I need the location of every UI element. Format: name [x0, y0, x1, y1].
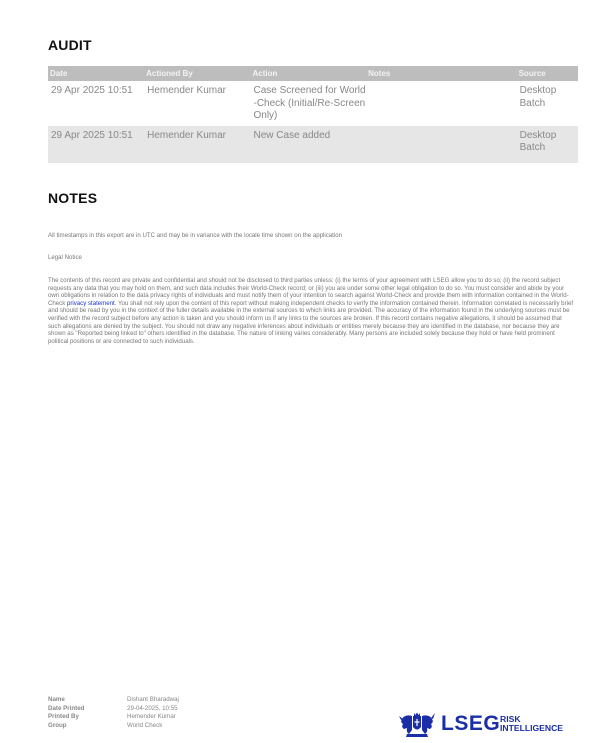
- cell-actioned-by: Hemender Kumar: [144, 126, 250, 163]
- cell-action: New Case added: [251, 126, 367, 163]
- cell-notes: [366, 126, 516, 163]
- logo-tagline-line2: INTELLIGENCE: [500, 723, 564, 733]
- notes-title: NOTES: [48, 190, 98, 206]
- column-header-notes: Notes: [366, 66, 516, 81]
- lseg-logo: [397, 710, 567, 738]
- audit-table: [48, 66, 578, 163]
- legal-text-part-1: The contents of this record are private and confidential and should not be disclosed to third parties unless: (i) the terms of your agreement with LSEG allow you to do so; (ii) the record subject requests any data that you may hold on them, and such data includes their World-Check record; or (iii) you are under some other legal obligation to do so. You must consider and abide by your own obligations in relation to the data privacy rights of individuals and must notify them of your intention to search against World-Check and provide them with information contained in the World-Check: [48, 277, 569, 307]
- label-group: Group: [48, 721, 67, 729]
- column-header-date: Date: [48, 66, 144, 81]
- value-printed-by: Hemender Kumar: [127, 713, 176, 721]
- cell-action: Case Screened for World-Check (Initial/Re-Screen Only): [251, 81, 367, 126]
- column-header-actioned-by: Actioned By: [144, 66, 250, 81]
- cell-actioned-by: Hemender Kumar: [144, 81, 250, 126]
- value-date-printed: 29-04-2025, 10:55: [127, 704, 178, 712]
- cell-date: 29 Apr 2025 10:51: [48, 81, 144, 126]
- column-header-action: Action: [251, 66, 367, 81]
- legal-notice-body: [48, 277, 576, 345]
- value-group: World Check: [127, 721, 163, 729]
- legal-text-part-2: . You shall not rely upon the content of this report without making independent checks to verify the information contained therein. Information correlated is necessarily brief and should be read by you in the context of the fuller details available in the external sources to which links are provided. The accuracy of the information found in the underlying sources must be verified with the record subject before any action is taken and you should inform us if any links to the sources are broken. If this record contains negative allegations, it should be assumed that such allegations are denied by the subject. You should not draw any negative inferences about individuals or entities merely because they are identified in the database, nor because they are shown as "Reported being linked to" others identified in the database. The nature of linking varies considerably. Many persons are included solely because they hold or have held prominent political positions or are connected to such individuals.: [48, 299, 574, 345]
- value-name: Dishant Bharadwaj: [127, 696, 179, 703]
- cell-source: Desktop Batch: [517, 126, 578, 163]
- label-name: Name: [48, 696, 65, 703]
- label-date-printed: Date Printed: [48, 704, 85, 712]
- table-row: [48, 126, 578, 163]
- cell-notes: [366, 81, 516, 126]
- table-row: [48, 81, 578, 126]
- cell-date: 29 Apr 2025 10:51: [48, 126, 144, 163]
- legal-notice-title: Legal Notice: [48, 254, 82, 261]
- logo-brand-text: LSEG: [441, 712, 501, 735]
- logo-tagline-line1: RISK: [500, 714, 521, 724]
- audit-title: AUDIT: [48, 37, 92, 53]
- column-header-source: Source: [517, 66, 578, 81]
- privacy-statement-link[interactable]: privacy statement: [66, 299, 115, 307]
- lion-unicorn-crest-icon: [397, 710, 437, 738]
- audit-header-row: [48, 66, 578, 81]
- logo-tagline: [500, 715, 563, 733]
- label-printed-by: Printed By: [48, 713, 79, 721]
- cell-source: Desktop Batch: [517, 81, 578, 126]
- timestamps-note: All timestamps in this export are in UTC and may be in variance with the locale time shown on the application: [48, 232, 342, 239]
